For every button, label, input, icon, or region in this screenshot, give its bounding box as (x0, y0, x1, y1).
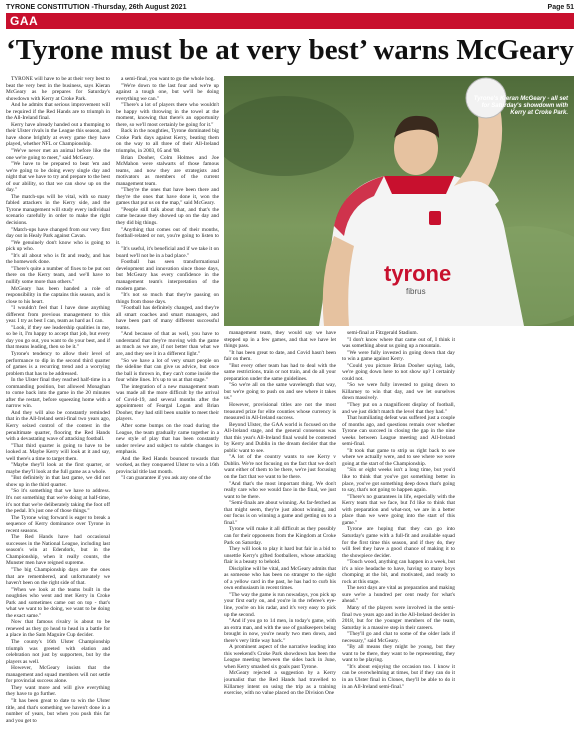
article-column-3 (224, 330, 336, 730)
paragraph: The Tyrone wing forward is eager to break a sequence of Kerry dominance over Tyrone in recent seasons. (6, 514, 110, 534)
paragraph: Tyrone will make it all difficult as they possibly can for their opponents from the Kingdom at Croke Park on Saturday. (224, 526, 336, 546)
article-column-1 (6, 76, 110, 731)
player-photo (224, 76, 574, 326)
paragraph: However, provisional titles are not the most treasured prize for elite counties whose currency is measured in All-Ireland success. (224, 402, 336, 422)
paragraph: "Anything that comes out of their months, football-related or not, you're going to listen to it. (116, 226, 219, 246)
paragraph: "Touch wood, anything can happen in a week, but it's a nice headache to have, having so many boys chomping at the bit, and motivated, and ready to rock at this stage. (342, 559, 455, 585)
paragraph: "And if you go to 14 men, in today's game, with an extra man, and with the use of goalkeepers being brought in now, you're nearly two men down, and there's very little way back." (224, 618, 336, 644)
article-column-4 (342, 330, 455, 730)
paragraph: The Red Hands have had occasional successes in the National League, including last season's win at Edendork, but in the Championship, when it really counts, the Munster men have reigned supreme. (6, 534, 110, 567)
paragraph: The next days are vital as preparation and making sure we're a hundred per cent ready for what's ahead." (342, 585, 455, 605)
paragraph: After some bumps on the road during the League, the team gradually came together in a new style of play that has been constantly under review and subject to subtle changes in emphasis. (116, 422, 219, 456)
publication-date: TYRONE CONSTITUTION -Thursday, 26th August 2021 (6, 4, 187, 11)
paragraph: Tyrone's tendency to allow their level of performance to dip in the second third quarter of games is a recurring trend and a worrying problem that has to be addressed. (6, 350, 110, 377)
paragraph: semi-final at Fitzgerald Stadium. (347, 330, 418, 336)
paragraph: "They put on a magnificent display of football, and we just didn't match the level that they had." (342, 402, 455, 415)
paragraph: "It's useful, it's beneficial and if we take it on board we'll not be in a bad place." (116, 246, 219, 259)
paragraph: "There's a lot of players there who wouldn't be happy with throwing in the towel at the moment, knowing that there's an opportunity there, so we'll most certainly be going for it." (116, 102, 219, 128)
paragraph: "The big Championship days are the ones that are remembered, and unfortunately we haven't been on the right side of that. (6, 567, 110, 587)
headline: ‘Tyrone must be at very best’ warns McGeary (6, 34, 574, 66)
paragraph: "They're the ones that have been there and they're the ones that have done it, won the games that put us on the map," said McGeary. (116, 187, 219, 207)
paragraph: "Could you picture Brian Dooher saying, lads, we're going down here to not show up? I certainly could not. (342, 362, 455, 382)
paragraph: McGeary has been handed a role of responsibility in the captains this season, and is close to his heart. (6, 285, 110, 305)
paragraph: Discipline will be vital, and McGeary admits that as someone who has been no stranger to the sight of a yellow card in the past, he has had to curb his own enthusiasm in recent times. (224, 565, 336, 592)
paragraph: Now that famous rivalry is about to be renewed as they go head to head in a battle for a place in the Sam Maguire Cup decider. (6, 619, 110, 639)
paragraph: "Semi-finals are about winning. As far-fetched as that might seem, they're just about winning, and our focus is on winning a game and getting on to a final." (224, 500, 336, 526)
paragraph: "We were fully invested in going down that day to win a game against Kerry. (342, 349, 455, 363)
paragraph: "Maybe they'll look at the first quarter, or maybe they'll look at the full game as a whole. (6, 462, 110, 475)
paragraph: "We've never met an animal before like the one we're going to meet," said McGeary. (6, 148, 110, 161)
paragraph: "It took that game to strip us right back to see where we actually were, and to see where we were going at the start of the Championship. (342, 447, 455, 467)
article-column-2 (116, 76, 219, 731)
article-column-5 (461, 330, 574, 730)
jersey-sponsor: tyrone (384, 261, 452, 286)
paragraph: A prominent aspect of the narrative leading into this weekend's Croke Park showdown has been the League meeting between the sides back in June, when Kerry smashed six goals past Tyrone. (224, 644, 336, 670)
paragraph: "So we have a lot of very smart people on the sideline that can give us advice, but once the ball is thrown in, they can't come inside the four white lines. It's up to us at that stage." (116, 357, 219, 384)
paragraph: "When we look at the teams built in the noughties who went and met Kerry in Croke Park and sometimes came out on top - that's what we want to be doing, we want to be doing the exact same." (6, 586, 110, 619)
paragraph: They will look to play it hard but fair in a bid to unsettle Kerry's gifted footballers, whose attacking flair is a beauty to behold. (224, 546, 336, 566)
paragraph: "I don't know where that came out of, I think it was something about us going up a mountain. (342, 336, 455, 350)
paragraph: And the Red Hands bounced towards that worked, as they conquered Ulster to win a 16th provincial title last month. (116, 455, 219, 475)
paragraph: TYRONE will have to be at their very best to beat the very best in the business, says Kieran McGeary as he prepares for Saturday's showdown with Kerry at Croke Park. (6, 76, 110, 102)
section-label: GAA (10, 14, 39, 28)
paragraph: "People still talk about that, and that's the came because they showed up on the day and they did big things. (116, 206, 219, 227)
paragraph: "Match-ups have changed from our very first day out in Healy Park against Cavan. (6, 226, 110, 240)
paragraph: "We genuinely don't know who is going to pick up who. (6, 239, 110, 253)
paragraph: "Six or eight weeks isn't a long time, but you'd like to think that you've got something better in place, you've got something deep down that's going to say, that's not going to happen again. (342, 467, 455, 494)
paragraph: Tyrone are hoping that they can go into Saturday's game with a full-fit and available squad for the first time this season, and if they do, they will feel they have a good chance of making it to the showpiece decider. (342, 526, 455, 559)
paragraph: "And because of that as well, you have to understand that they're moving with the game as much as we are, if not better than what we are, and they see it in a different light." (116, 331, 219, 357)
paragraph: That humiliating defeat was suffered just a couple of months ago, and questions remain over whether Tyrone can succeed in closing the gap in the nine weeks between League meeting and All-Ireland semi-final. (342, 415, 455, 448)
paragraph: "I wouldn't feel that I have done anything different from previous management to this year. I try as best I can, team as hard as I can. (6, 305, 110, 325)
paragraph: "So we're all on the same wavelength that way, but we're going to push on and see where it takes us." (224, 382, 336, 402)
paragraph: Many of the players were involved in the semi-final two years ago and in the All-Ireland decider in 2018, but for the younger members of the team, Saturday is a massive step in their careers. (342, 604, 455, 631)
section-bar (6, 13, 574, 29)
paragraph: Back in the noughties, Tyrone dominated big Croke Park days against Kerry, beating them on the way to all three of their All-Ireland triumphs, in 2003, 05 and '08. (116, 128, 219, 155)
paragraph: Beyond Ulster, the GAA world is focused on the All-Ireland stage, and the general consensus was that this year's All-Ireland final would be contested by Kerry and Dublin in the dream decider that the public want to see. (224, 421, 336, 454)
paragraph: They want more and will give everything they have to go further. (6, 684, 110, 698)
paragraph: "I can guarantee if you ask any one of the (121, 475, 211, 482)
paragraph: "So we were fully invested to going down to Killarney to win that day, and we let ourselves down massively. (342, 382, 455, 402)
paragraph: "It's not so much that they're passing on things from those days. (116, 292, 219, 305)
paragraph: "By all means they might be young, but they want to be there, they want to be representing, they want to be playing. (342, 644, 455, 664)
paragraph: "It has been great to date to win the Ulster title, and that's something we haven't done in a number of years, but when you push this far and you get to (6, 697, 110, 724)
page-header (6, 2, 574, 13)
paragraph: "And that's the most important thing. We don't really care who we would face in the final, we just want to be there. (224, 480, 336, 500)
paragraph: Brian Dooher, Colm Holmes and Joe McMahon were stalwarts of those famous teams, and now they are strategists and motivators as members of the current management team. (116, 154, 219, 187)
paragraph: And they will also be constantly reminded that in the All-Ireland semi-final two years ago, Kerry seized control of the contest in the penultimate quarter, flooring the Red Hands with a devastating wave of attacking football. (6, 409, 110, 443)
paragraph: "So it's something that we have to address. It's not something that we're doing at half-time, it's not that we're deliberately taking the foot off the pedal. It's just one of those things." (6, 488, 110, 515)
paragraph: McGeary rejected a suggestion by a Kerry journalist that the Red Hands had travelled to Killarney intent on using the trip as a training exercise, with no value placed on the Division One (224, 670, 336, 697)
paragraph: "It's all about who is fit and ready, and has the homework done. (6, 252, 110, 266)
paragraph: "It has been great to date, and Covid hasn't been fair on them. (224, 349, 336, 363)
paragraph: The integration of a new management team was made all the more difficult by the arrival of Covid-19, and several months after the appointment of Feargal Logan and Brian Dooher, they had still been unable to meet their players. (116, 383, 219, 423)
paragraph: "We're down to the last four and we're up against a tough one, but we'll be doing everything we can." (116, 82, 219, 102)
paragraph: And he admits that serious improvement will be required if the Red Hands are to triumph in the All-Ireland final. (6, 102, 110, 122)
paragraph: "There's quite a number of fixes to be put out there on the Kerry team, and we'll have to nullify some more than others." (6, 265, 110, 285)
page-number: Page 51 (547, 4, 574, 11)
paragraph: "It's about enjoying the occasion too. I know it can be overwhelming at times, but if they can do it in an Ulster final in Clones, they'll be able to do it in an All-Ireland semi-final." (342, 663, 455, 690)
paragraph: "Football has definitely changed, and they're all smart coaches and smart managers, and have been part of many different successful teams. (116, 305, 219, 331)
paragraph: Football has seen transformational development and innovation since those days, but McGeary has every confidence in the management team's interpretation of the modern game. (116, 259, 219, 292)
paragraph: "That third quarter is going to have to be looked at. Maybe Kerry will look at it and say, well there's a time to target them. (6, 442, 110, 462)
paragraph: "But definitely in that last game, we did not show up in the third quarter. (6, 475, 110, 488)
paragraph: "A lot of the country wants to see Kerry v Dublin. We're not focusing on the fact that we don't want either of them to be there, we're just focusing on the fact that we want to be there. (224, 454, 336, 481)
paragraph: "The way the game is run nowadays, you pick up your first early on, and you're in the referee's eye-line, you're on his radar, and it's very easy to pick up the second. (224, 591, 336, 618)
paragraph: "But every other team has had to deal with the same restrictions, train or not train, and do all your preparation under the same guidelines. (224, 362, 336, 382)
paragraph: "They'll go and chat to some of the older lads if necessary," said McGeary. (342, 631, 455, 644)
photo-caption: Tyrone's Kieran McGeary - all set for Saturday's showdown with Kerry at Croke Park. (473, 96, 568, 116)
paragraph: a semi-final, you want to go the whole hog. (121, 76, 215, 82)
jersey-subtext: fibrus (406, 287, 426, 296)
paragraph: "There's no guarantees in life, especially with the Kerry team that we face, but I'd like to think that with preparation and what-not, we are in a better place than we were going into the start of this game." (342, 493, 455, 526)
paragraph: "We have to be prepared to beat 'em and we're going to be doing every single day and night that we have to try and prepare to the best of our ability, so that we can show up on the day." (6, 161, 110, 194)
paragraph: Kerry have already handed out a thumping to their Ulster rivals in the League this season, and have shone brightly at every game they have played, whether NFL or Championship. (6, 121, 110, 148)
paragraph: The match-ups will be vital, with so many fabled attackers in the Kerry side, and the Tyrone management will study every individual scenario carefully in order to make the right decisions. (6, 193, 110, 227)
paragraph: management team, they would say we have stepped up in a few games, and that we have let things pass. (224, 330, 336, 350)
paragraph: In the Ulster final they reached half-time in a commanding position, but allowed Monaghan to come back into the game in the 20 minutes after the restart, before squeezing home with a narrow win. (6, 377, 110, 410)
paragraph: The county's 16th Ulster Championship triumph was greeted with elation and celebration not just by supporters, but by the players as well. (6, 639, 110, 665)
paragraph: However, McGeary insists that the management and squad members will not settle for provincial success alone. (6, 665, 110, 685)
paragraph: "Look, if they see leadership qualities in me, so be it, I'm happy to accept that job, but every day you go out, you want to do your best, and if that means leading, then so be it." (6, 324, 110, 351)
